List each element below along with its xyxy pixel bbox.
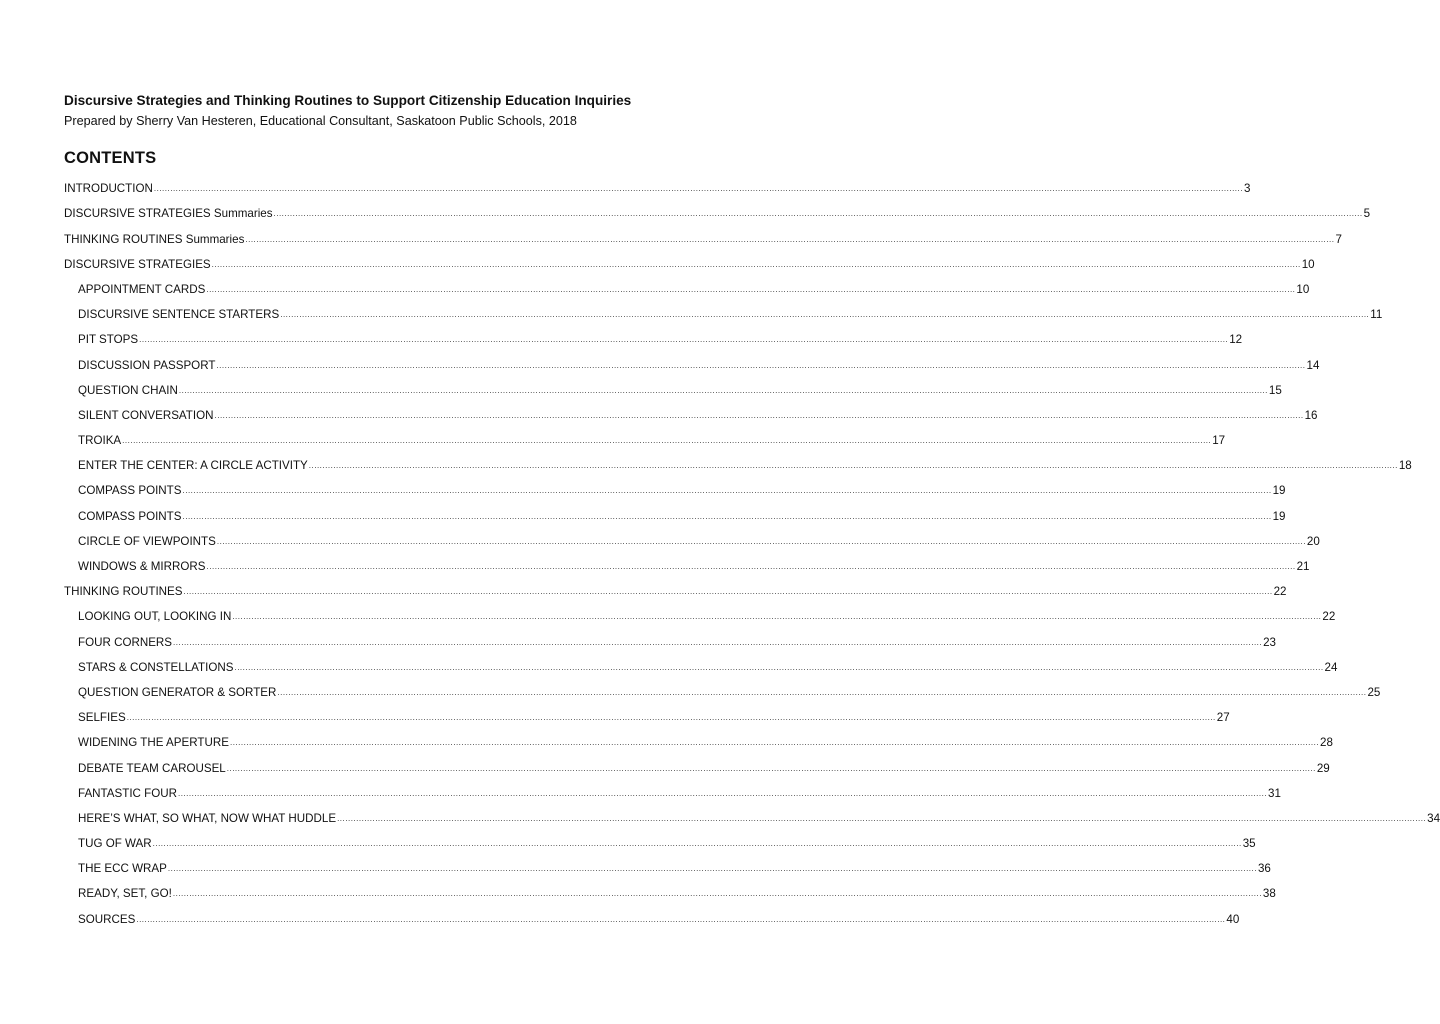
- toc-entry-page-number: 40: [1226, 912, 1240, 926]
- toc-entry-page-number: 25: [1367, 685, 1381, 699]
- toc-entry-page-number: 10: [1301, 257, 1315, 271]
- toc-entry[interactable]: [64, 601, 1336, 626]
- toc-entry[interactable]: [64, 425, 1226, 450]
- document-title: Discursive Strategies and Thinking Routines to Support Citizenship Education Inquiries: [64, 93, 632, 108]
- toc-entry-page-number: 11: [1370, 308, 1383, 322]
- toc-entry[interactable]: [64, 803, 1440, 828]
- toc-entry-page-number: 28: [1320, 736, 1333, 750]
- toc-dot-leader: ................................................................................................................................................................................................................................................................................................................................................................................................................: [216, 360, 1306, 370]
- toc-dot-leader: ................................................................................................................................................................................................................................................................................................................................................................................................................: [183, 587, 1273, 597]
- toc-dot-leader: ................................................................................................................................................................................................................................................................................................................................................................................................................: [206, 284, 1296, 294]
- toc-entry-page-number: 19: [1272, 484, 1286, 498]
- toc-dot-leader: ................................................................................................................................................................................................................................................................................................................................................................................................................: [177, 788, 1268, 798]
- toc-dot-leader: ................................................................................................................................................................................................................................................................................................................................................................................................................: [273, 209, 1363, 219]
- toc-entry-page-number: 10: [1296, 282, 1310, 296]
- toc-entry[interactable]: [64, 400, 1318, 425]
- toc-entry-page-number: 22: [1322, 610, 1336, 624]
- toc-entry-label: WIDENING THE APERTURE: [78, 736, 229, 750]
- toc-entry[interactable]: [64, 173, 1251, 198]
- toc-entry-label: STARS & CONSTELLATIONS: [78, 660, 234, 674]
- toc-entry-page-number: 7: [1335, 232, 1342, 246]
- toc-entry-page-number: 3: [1243, 182, 1251, 196]
- document-page: [64, 92, 1440, 929]
- toc-entry[interactable]: [64, 702, 1230, 727]
- toc-entry-label: TUG OF WAR: [78, 837, 152, 851]
- toc-dot-leader: ................................................................................................................................................................................................................................................................................................................................................................................................................: [226, 763, 1316, 773]
- toc-entry-page-number: 20: [1306, 534, 1320, 548]
- toc-entry[interactable]: [64, 677, 1381, 702]
- toc-entry-label: DEBATE TEAM CAROUSEL: [78, 761, 226, 775]
- toc-entry-label: LOOKING OUT, LOOKING IN: [78, 610, 232, 624]
- toc-entry-label: SELFIES: [78, 711, 126, 725]
- toc-entry[interactable]: [64, 626, 1277, 651]
- toc-entry-label: TROIKA: [78, 434, 122, 448]
- toc-entry-page-number: 19: [1272, 509, 1286, 523]
- toc-entry-label: THINKING ROUTINES: [64, 585, 183, 599]
- toc-dot-leader: ................................................................................................................................................................................................................................................................................................................................................................................................................: [308, 461, 1398, 471]
- toc-entry-label: APPOINTMENT CARDS: [78, 282, 206, 296]
- toc-entry[interactable]: [64, 450, 1412, 475]
- toc-entry-page-number: 38: [1262, 887, 1276, 901]
- toc-dot-leader: ................................................................................................................................................................................................................................................................................................................................................................................................................: [153, 184, 1243, 194]
- toc-entry[interactable]: [64, 475, 1286, 500]
- toc-dot-leader: ................................................................................................................................................................................................................................................................................................................................................................................................................: [206, 562, 1296, 571]
- toc-entry-page-number: 36: [1257, 862, 1271, 876]
- toc-dot-leader: ................................................................................................................................................................................................................................................................................................................................................................................................................: [139, 335, 1229, 345]
- toc-entry[interactable]: [64, 349, 1320, 374]
- toc-dot-leader: ................................................................................................................................................................................................................................................................................................................................................................................................................: [167, 864, 1257, 874]
- toc-dot-leader: ................................................................................................................................................................................................................................................................................................................................................................................................................: [136, 914, 1226, 924]
- toc-entry[interactable]: [64, 223, 1342, 248]
- toc-entry-label: READY, SET, GO!: [78, 887, 172, 901]
- toc-entry-page-number: 22: [1273, 585, 1287, 599]
- toc-entry-page-number: 18: [1398, 459, 1412, 473]
- toc-entry-label: DISCUSSION PASSPORT: [78, 358, 216, 372]
- toc-entry[interactable]: [64, 878, 1276, 903]
- toc-entry-page-number: 14: [1306, 358, 1320, 372]
- toc-entry[interactable]: [64, 903, 1240, 928]
- toc-entry-label: FANTASTIC FOUR: [78, 786, 177, 800]
- toc-entry[interactable]: [64, 324, 1243, 349]
- toc-dot-leader: ................................................................................................................................................................................................................................................................................................................................................................................................................: [232, 612, 1322, 622]
- document-subtitle: Prepared by Sherry Van Hesteren, Educational Consultant, Saskatoon Public Schools, 2018: [64, 114, 577, 128]
- toc-entry-label: WINDOWS & MIRRORS: [78, 560, 206, 573]
- toc-entry-label: FOUR CORNERS: [78, 635, 173, 649]
- toc-dot-leader: ................................................................................................................................................................................................................................................................................................................................................................................................................: [152, 839, 1242, 849]
- toc-entry-page-number: 35: [1242, 837, 1256, 851]
- toc-dot-leader: ................................................................................................................................................................................................................................................................................................................................................................................................................: [173, 637, 1263, 647]
- toc-entry-label: THINKING ROUTINES Summaries: [64, 232, 245, 246]
- toc-entry-label: HERE’S WHAT, SO WHAT, NOW WHAT HUDDLE: [78, 811, 337, 825]
- toc-entry-label: DISCURSIVE STRATEGIES Summaries: [64, 207, 273, 221]
- toc-dot-leader: ................................................................................................................................................................................................................................................................................................................................................................................................................: [182, 511, 1272, 521]
- toc-entry[interactable]: [64, 249, 1315, 274]
- toc-entry[interactable]: [64, 551, 1310, 576]
- toc-entry-page-number: 34: [1427, 811, 1440, 825]
- toc-entry-page-number: 21: [1296, 560, 1310, 573]
- toc-dot-leader: ................................................................................................................................................................................................................................................................................................................................................................................................................: [216, 536, 1306, 546]
- toc-entry-page-number: 27: [1216, 711, 1230, 725]
- toc-dot-leader: ................................................................................................................................................................................................................................................................................................................................................................................................................: [229, 738, 1320, 748]
- toc-entry-label: THE ECC WRAP: [78, 862, 167, 876]
- toc-entry[interactable]: [64, 526, 1320, 551]
- toc-entry[interactable]: [64, 375, 1282, 400]
- toc-entry-label: DISCURSIVE STRATEGIES: [64, 257, 211, 271]
- toc-entry-label: COMPASS POINTS: [78, 509, 182, 523]
- toc-dot-leader: ................................................................................................................................................................................................................................................................................................................................................................................................................: [211, 259, 1301, 269]
- contents-heading: CONTENTS: [64, 149, 157, 167]
- toc-dot-leader: ................................................................................................................................................................................................................................................................................................................................................................................................................: [280, 310, 1370, 320]
- toc-dot-leader: ................................................................................................................................................................................................................................................................................................................................................................................................................: [214, 410, 1304, 420]
- toc-dot-leader: ................................................................................................................................................................................................................................................................................................................................................................................................................: [277, 687, 1367, 697]
- toc-entry-label: ENTER THE CENTER: A CIRCLE ACTIVITY: [78, 459, 308, 473]
- toc-entry-label: INTRODUCTION: [64, 182, 153, 196]
- toc-entry[interactable]: [64, 778, 1281, 803]
- toc-entry-label: SILENT CONVERSATION: [78, 408, 214, 422]
- toc-entry[interactable]: [64, 828, 1256, 853]
- toc-dot-leader: ................................................................................................................................................................................................................................................................................................................................................................................................................: [245, 234, 1335, 244]
- toc-entry-label: QUESTION CHAIN: [78, 383, 178, 397]
- toc-entry-page-number: 17: [1212, 434, 1226, 448]
- toc-entry[interactable]: [64, 752, 1330, 777]
- toc-entry[interactable]: [64, 853, 1271, 878]
- toc-entry[interactable]: [64, 727, 1333, 752]
- toc-dot-leader: ................................................................................................................................................................................................................................................................................................................................................................................................................: [172, 889, 1262, 899]
- toc-entry[interactable]: [64, 500, 1286, 525]
- toc-entry-page-number: 24: [1324, 660, 1338, 674]
- toc-entry-label: CIRCLE OF VIEWPOINTS: [78, 534, 216, 548]
- toc-entry-page-number: 31: [1268, 786, 1281, 800]
- toc-dot-leader: ................................................................................................................................................................................................................................................................................................................................................................................................................: [234, 662, 1324, 672]
- toc-entry-label: QUESTION GENERATOR & SORTER: [78, 685, 277, 699]
- toc-dot-leader: ................................................................................................................................................................................................................................................................................................................................................................................................................: [126, 713, 1216, 723]
- toc-entry-label: SOURCES: [78, 912, 136, 926]
- toc-entry[interactable]: [64, 299, 1383, 324]
- toc-entry[interactable]: [64, 652, 1338, 677]
- table-of-contents: [64, 173, 1440, 929]
- toc-entry[interactable]: [64, 198, 1371, 223]
- toc-entry-page-number: 15: [1268, 383, 1282, 397]
- toc-entry-label: PIT STOPS: [78, 333, 139, 347]
- toc-dot-leader: ................................................................................................................................................................................................................................................................................................................................................................................................................: [337, 813, 1427, 823]
- toc-entry[interactable]: [64, 576, 1287, 601]
- toc-entry-page-number: 16: [1304, 408, 1318, 422]
- toc-entry-page-number: 12: [1229, 333, 1243, 347]
- toc-entry-label: COMPASS POINTS: [78, 484, 182, 498]
- toc-entry-page-number: 5: [1363, 207, 1371, 221]
- toc-dot-leader: ................................................................................................................................................................................................................................................................................................................................................................................................................: [182, 486, 1272, 496]
- toc-dot-leader: ................................................................................................................................................................................................................................................................................................................................................................................................................: [122, 436, 1212, 446]
- toc-dot-leader: ................................................................................................................................................................................................................................................................................................................................................................................................................: [178, 385, 1268, 395]
- toc-entry-label: DISCURSIVE SENTENCE STARTERS: [78, 308, 280, 322]
- toc-entry[interactable]: [64, 274, 1310, 299]
- toc-entry-page-number: 29: [1316, 761, 1330, 775]
- toc-entry-page-number: 23: [1263, 635, 1277, 649]
